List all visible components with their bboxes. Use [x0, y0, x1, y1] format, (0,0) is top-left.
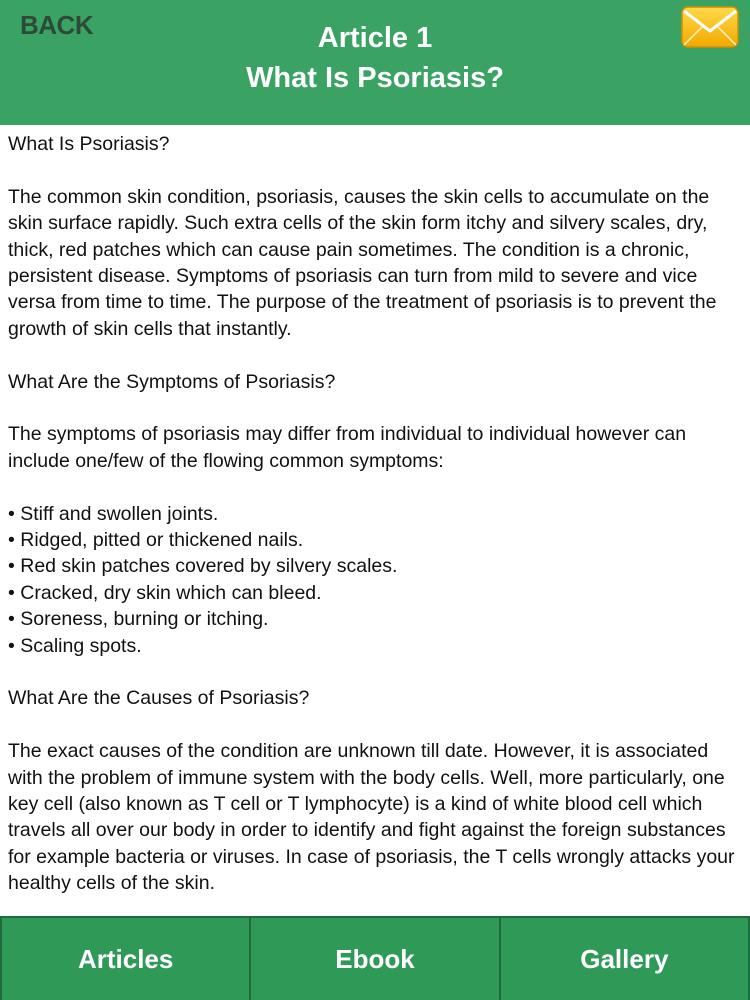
article-paragraph: The common skin condition, psoriasis, causes the skin cells to accumulate on the skin surface rapidly. Such extra cells of the skin form itchy and silvery scales, dry, thick, red patches which can cause pain sometimes. The condition is a chronic, persistent disease. Symptoms of psoriasis can turn from mild to severe and vice versa from time to time. The purpose of the treatment of psoriasis is to prevent the growth of skin cells that instantly.: [8, 185, 717, 340]
section-heading-symptoms: What Are the Symptoms of Psoriasis?: [8, 370, 336, 393]
back-button[interactable]: BACK: [20, 10, 94, 40]
symptom-list: [8, 501, 742, 659]
list-item: • Soreness, burning or itching.: [8, 608, 269, 631]
section-heading-what-is: What Is Psoriasis?: [8, 133, 170, 155]
article-title: What Is Psoriasis?: [246, 62, 504, 94]
list-item: • Stiff and swollen joints.: [8, 502, 219, 525]
article-paragraph: The exact causes of the condition are unknown till date. However, it is associated with the problem of immune system with the body cells. Well, more particularly, one key cell (also known as T cell or T lymphocyte) is a kind of white blood cell which travels all over our body in order to identify and fight against the foreign substances for example bacteria or viruses. In case of psoriasis, the T cells wrongly attacks your healthy cells of the skin.: [8, 740, 735, 895]
bottom-tab-bar: [0, 916, 750, 1000]
section-heading-causes: What Are the Causes of Psoriasis?: [8, 687, 310, 710]
tab-articles[interactable]: Articles: [0, 918, 251, 1000]
tab-gallery[interactable]: Gallery: [501, 918, 750, 1000]
list-item: • Cracked, dry skin which can bleed.: [8, 581, 322, 604]
tab-ebook[interactable]: Ebook: [251, 918, 500, 1000]
article-body: [8, 131, 742, 913]
header-bar: [0, 0, 750, 125]
list-item: • Scaling spots.: [8, 634, 142, 657]
mail-button[interactable]: [681, 6, 739, 48]
list-item: • Red skin patches covered by silvery scales.: [8, 555, 398, 578]
article-paragraph: The symptoms of psoriasis may differ from individual to individual however can include one/few of the flowing common symptoms:: [8, 423, 687, 472]
list-item: • Ridged, pitted or thickened nails.: [8, 529, 304, 552]
envelope-icon: [681, 6, 739, 48]
article-number-title: Article 1: [317, 22, 433, 54]
